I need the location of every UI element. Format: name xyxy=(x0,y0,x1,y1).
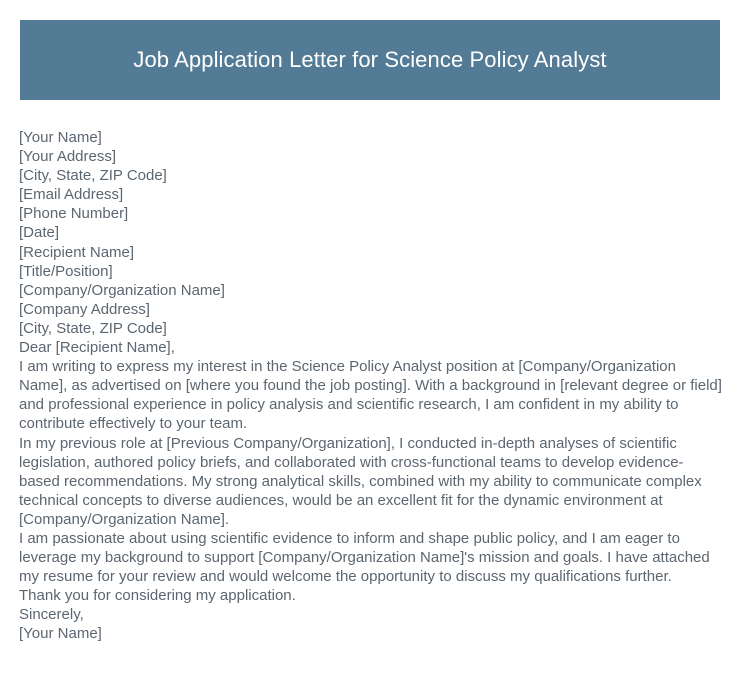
recipient-name-line: [Recipient Name] xyxy=(19,243,135,261)
letter-body xyxy=(19,128,723,644)
recipient-company-line: [Company/Organization Name] xyxy=(19,281,225,299)
recipient-address-line: [Company Address] xyxy=(19,300,150,318)
sender-address-line: [Your Address] xyxy=(19,148,117,166)
letter-date-line: [Date] xyxy=(19,224,60,242)
sender-city-state-zip-line: [City, State, ZIP Code] xyxy=(19,167,167,185)
sender-phone-line: [Phone Number] xyxy=(19,205,129,223)
closing-line: Sincerely, xyxy=(19,606,84,624)
body-paragraph-3: I am passionate about using scientific evidence to inform and shape public policy, and I am eager to leverage my background to support [Company/Organization Name]'s mission and goals. I have attached my resume for your review and would welcome the opportunity to discuss my qualifications further. xyxy=(19,529,710,586)
signature-line: [Your Name] xyxy=(19,625,102,643)
body-paragraph-2: In my previous role at [Previous Company/Organization], I conducted in-depth analyses of scientific legislation, authored policy briefs, and collaborated with cross-functional teams to develop evidence-based recommendations. My strong analytical skills, combined with my ability to communicate complex technical concepts to diverse audiences, would be an excellent fit for the dynamic environment at [Company/Organization Name]. xyxy=(19,434,702,528)
body-paragraph-1: I am writing to express my interest in the Science Policy Analyst position at [Company/Organization Name], as advertised on [where you found the job posting]. With a background in [relevant degree or field] and professional experience in policy analysis and scientific research, I am confident in my ability to contribute effectively to your team. xyxy=(19,358,722,433)
recipient-city-state-zip-line: [City, State, ZIP Code] xyxy=(19,319,167,337)
salutation-line: Dear [Recipient Name], xyxy=(19,339,175,357)
document-header-banner xyxy=(20,20,720,100)
thank-you-line: Thank you for considering my application. xyxy=(19,587,296,605)
sender-name-line: [Your Name] xyxy=(19,129,102,146)
page-title: Job Application Letter for Science Policy Analyst xyxy=(133,47,607,72)
recipient-title-line: [Title/Position] xyxy=(19,262,113,280)
sender-email-line: [Email Address] xyxy=(19,186,124,204)
